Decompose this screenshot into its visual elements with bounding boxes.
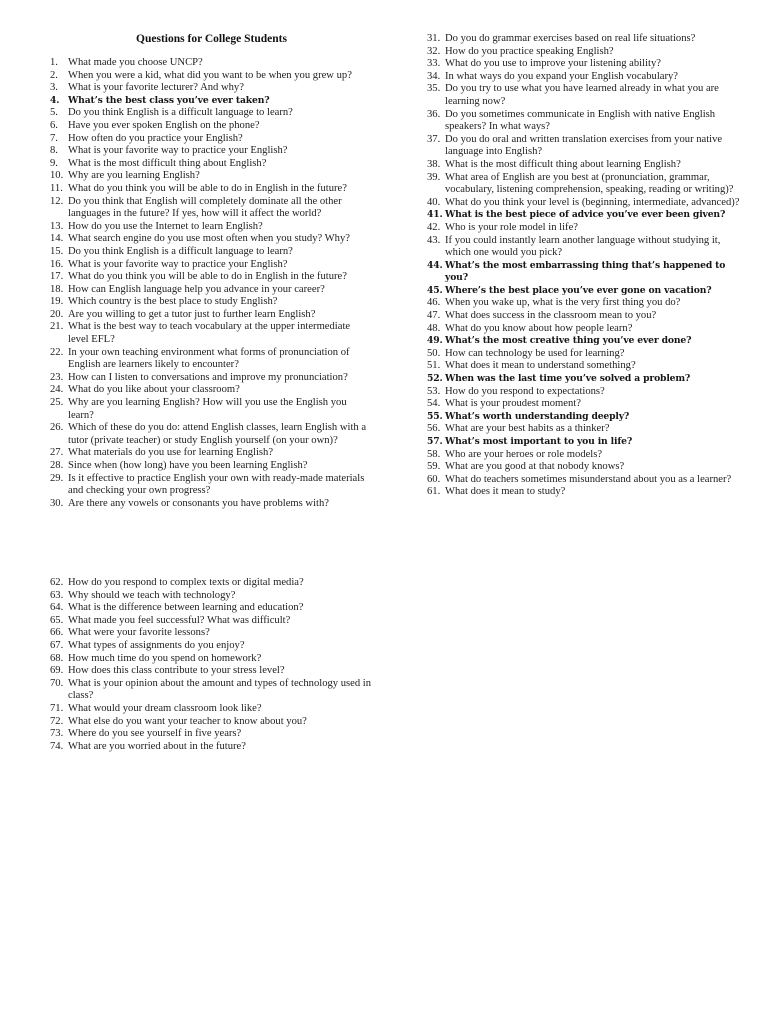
question-text: What is your favorite lecturer? And why? <box>68 82 244 94</box>
question-text: What is your opinion about the amount and types of technology used in class? <box>68 677 372 702</box>
question-number: 17. <box>50 271 64 283</box>
question-item <box>50 627 375 640</box>
question-text: Why are you learning English? How will you use the English you learn? <box>68 397 347 421</box>
question-item <box>427 486 744 499</box>
question-item <box>50 590 375 603</box>
question-number: 24. <box>50 384 64 396</box>
question-number: 47. <box>427 310 441 322</box>
question-text: Why should we teach with technology? <box>68 589 236 601</box>
question-number: 9. <box>50 157 58 169</box>
question-text: In your own teaching environment what forms of pronunciation of English are learners likely to encounter? <box>68 346 350 371</box>
question-number: 51. <box>427 360 441 372</box>
question-number: 64. <box>50 602 64 614</box>
question-number: 38. <box>427 158 441 170</box>
question-text: What’s the most creative thing you’ve ever done? <box>445 335 692 347</box>
questions-block-bottom <box>50 577 375 753</box>
question-number: 68. <box>50 652 64 664</box>
question-number: 25. <box>50 397 64 409</box>
question-item <box>50 347 373 372</box>
question-number: 33. <box>427 58 441 70</box>
question-item <box>50 384 373 397</box>
question-text: How do you respond to expectations? <box>445 385 605 397</box>
question-number: 19. <box>50 296 64 308</box>
question-item <box>50 196 373 221</box>
question-item <box>427 46 744 59</box>
question-text: What is your favorite way to practice your English? <box>68 258 288 270</box>
question-text: What does it mean to study? <box>445 486 566 498</box>
question-text: Who is your role model in life? <box>445 221 578 233</box>
question-text: When you were a kid, what did you want to be when you grew up? <box>68 69 352 81</box>
question-text: Do you do grammar exercises based on real life situations? <box>445 33 696 44</box>
question-item <box>427 109 744 134</box>
question-text: Why are you learning English? <box>68 170 200 182</box>
question-number: 72. <box>50 715 64 727</box>
question-number: 48. <box>427 322 441 334</box>
question-text: Do you think English is a difficult language to learn? <box>68 107 293 119</box>
question-text: How can I listen to conversations and improve my pronunciation? <box>68 371 348 383</box>
question-item <box>50 120 373 133</box>
question-number: 16. <box>50 258 64 270</box>
question-item <box>50 615 375 628</box>
question-number: 43. <box>427 234 441 246</box>
question-number: 46. <box>427 297 441 309</box>
question-number: 71. <box>50 702 64 714</box>
question-number: 4. <box>50 94 60 106</box>
question-text: What does it mean to understand something? <box>445 360 636 372</box>
question-item <box>50 741 375 754</box>
question-item <box>427 33 744 46</box>
question-text: Which country is the best place to study English? <box>68 296 278 308</box>
question-text: What made you choose UNCP? <box>68 57 203 68</box>
question-number: 23. <box>50 371 64 383</box>
question-list-left <box>50 57 373 510</box>
question-item <box>427 386 744 399</box>
question-number: 55. <box>427 410 443 422</box>
question-number: 21. <box>50 321 64 333</box>
question-number: 54. <box>427 398 441 410</box>
question-item <box>50 284 373 297</box>
question-number: 27. <box>50 447 64 459</box>
question-item <box>427 411 744 424</box>
question-item <box>50 233 373 246</box>
question-number: 20. <box>50 308 64 320</box>
question-text: Are there any vowels or consonants you have problems with? <box>68 497 329 509</box>
question-text: If you could instantly learn another language without studying it, which one would you pick? <box>445 234 721 259</box>
question-item <box>50 372 373 385</box>
question-text: How can English language help you advance in your career? <box>68 283 325 295</box>
question-number: 6. <box>50 119 58 131</box>
question-item <box>427 71 744 84</box>
question-item <box>50 447 373 460</box>
question-item <box>50 158 373 171</box>
question-text: What’s the best class you’ve ever taken? <box>68 94 270 106</box>
question-item <box>427 449 744 462</box>
question-text: Do you sometimes communicate in English with native English speakers? In what ways? <box>445 108 716 133</box>
question-item <box>50 170 373 183</box>
question-item <box>50 259 373 272</box>
question-number: 29. <box>50 472 64 484</box>
question-item <box>50 57 373 70</box>
question-text: What’s most important to you in life? <box>445 436 633 447</box>
question-item <box>50 473 373 498</box>
question-number: 61. <box>427 486 441 498</box>
question-number: 10. <box>50 170 64 182</box>
question-item <box>427 436 744 449</box>
question-text: What do you know about how people learn? <box>445 322 633 334</box>
question-number: 50. <box>427 347 441 359</box>
question-item <box>50 145 373 158</box>
question-text: What is the best piece of advice you’ve ever been given? <box>445 209 726 221</box>
question-item <box>50 95 373 108</box>
question-number: 28. <box>50 460 64 471</box>
question-item <box>50 271 373 284</box>
question-text: Do you think that English will completely dominate all the other languages in the future? If yes, how will it affect the world? <box>68 195 342 220</box>
question-number: 36. <box>427 108 441 120</box>
question-number: 52. <box>427 373 443 385</box>
question-item <box>50 665 375 678</box>
question-text: How can technology be used for learning? <box>445 347 625 359</box>
question-text: What’s worth understanding deeply? <box>445 410 630 422</box>
question-item <box>427 172 744 197</box>
question-text: How often do you practice your English? <box>68 132 243 144</box>
question-item <box>50 296 373 309</box>
question-text: Which of these do you do: attend English classes, learn English with a tutor (private teacher) or study English yourself (on your own)? <box>68 422 367 446</box>
question-number: 13. <box>50 220 64 232</box>
question-number: 60. <box>427 473 441 485</box>
question-text: What area of English are you best at (pronunciation, grammar, vocabulary, listening comprehension, speaking, reading or writing)? <box>445 171 734 196</box>
question-number: 63. <box>50 589 64 601</box>
question-list-bottom <box>50 577 375 753</box>
questions-column-left <box>50 33 373 510</box>
question-number: 37. <box>427 133 441 145</box>
question-item <box>50 577 375 590</box>
question-number: 2. <box>50 69 58 81</box>
question-number: 42. <box>427 221 441 233</box>
question-number: 31. <box>427 33 441 44</box>
question-text: Are you willing to get a tutor just to further learn English? <box>68 308 316 320</box>
page-title: Questions for College Students <box>136 33 287 45</box>
question-item <box>427 197 744 210</box>
question-number: 5. <box>50 107 58 119</box>
question-item <box>427 474 744 487</box>
question-item <box>50 653 375 666</box>
question-text: What is your proudest moment? <box>445 398 581 410</box>
question-item <box>427 222 744 235</box>
question-text: What do teachers sometimes misunderstand about you as a learner? <box>445 473 732 485</box>
question-text: Who are your heroes or role models? <box>445 448 603 460</box>
question-text: What materials do you use for learning English? <box>68 447 274 459</box>
question-item <box>50 703 375 716</box>
question-text: Do you do oral and written translation exercises from your native language into English? <box>445 133 723 158</box>
question-number: 8. <box>50 145 58 157</box>
question-text: Where do you see yourself in five years? <box>68 728 242 740</box>
question-number: 67. <box>50 639 64 651</box>
question-number: 39. <box>427 171 441 183</box>
question-number: 22. <box>50 346 64 358</box>
question-item <box>427 58 744 71</box>
question-number: 70. <box>50 677 64 689</box>
question-item <box>50 321 373 346</box>
question-number: 65. <box>50 614 64 626</box>
question-item <box>50 460 373 473</box>
question-number: 56. <box>427 423 441 435</box>
question-number: 69. <box>50 665 64 677</box>
question-text: In what ways do you expand your English vocabulary? <box>445 70 679 82</box>
question-number: 30. <box>50 497 64 509</box>
question-item <box>427 83 744 108</box>
question-item <box>427 285 744 298</box>
question-text: How much time do you spend on homework? <box>68 652 262 664</box>
question-text: What are you worried about in the future? <box>68 740 246 752</box>
question-text: Where’s the best place you’ve ever gone on vacation? <box>445 284 712 296</box>
question-number: 74. <box>50 740 64 752</box>
question-text: What is the difference between learning and education? <box>68 602 304 614</box>
question-number: 44. <box>427 259 443 271</box>
question-number: 18. <box>50 283 64 295</box>
question-number: 73. <box>50 728 64 740</box>
question-text: How do you respond to complex texts or digital media? <box>68 577 304 588</box>
question-item <box>427 134 744 159</box>
question-number: 40. <box>427 196 441 208</box>
question-number: 12. <box>50 195 64 207</box>
question-item <box>50 82 373 95</box>
question-text: What search engine do you use most often when you study? Why? <box>68 233 350 245</box>
question-text: What are you good at that nobody knows? <box>445 461 625 473</box>
question-item <box>427 335 744 348</box>
question-text: When was the last time you’ve solved a problem? <box>445 373 691 385</box>
question-text: What is the best way to teach vocabulary at the upper intermediate level EFL? <box>68 321 351 346</box>
question-item <box>50 183 373 196</box>
question-text: What else do you want your teacher to know about you? <box>68 715 307 727</box>
question-item <box>50 728 375 741</box>
question-number: 15. <box>50 245 64 257</box>
question-text: What are your best habits as a thinker? <box>445 423 610 435</box>
question-text: What were your favorite lessons? <box>68 627 210 639</box>
question-list-right <box>427 33 744 499</box>
question-item <box>50 640 375 653</box>
question-text: What do you think your level is (beginning, intermediate, advanced)? <box>445 196 740 208</box>
question-number: 57. <box>427 436 443 447</box>
question-item <box>427 398 744 411</box>
question-number: 59. <box>427 461 441 473</box>
question-number: 7. <box>50 132 58 144</box>
question-item <box>427 423 744 436</box>
question-item <box>427 159 744 172</box>
question-text: Do you think English is a difficult language to learn? <box>68 245 293 257</box>
question-item <box>50 498 373 511</box>
question-text: What do you use to improve your listening ability? <box>445 58 661 70</box>
question-text: How does this class contribute to your stress level? <box>68 665 285 677</box>
question-item <box>50 678 375 703</box>
question-number: 53. <box>427 385 441 397</box>
question-item <box>427 323 744 336</box>
question-number: 26. <box>50 422 64 434</box>
question-item <box>50 422 373 447</box>
question-number: 41. <box>427 209 443 221</box>
question-number: 66. <box>50 627 64 639</box>
question-text: How do you practice speaking English? <box>445 45 614 57</box>
question-item <box>427 260 744 285</box>
question-item <box>50 246 373 259</box>
question-number: 11. <box>50 182 63 194</box>
question-text: When you wake up, what is the very first thing you do? <box>445 297 681 309</box>
question-text: What do you like about your classroom? <box>68 384 240 396</box>
question-text: How do you use the Internet to learn English? <box>68 220 263 232</box>
question-item <box>50 133 373 146</box>
question-text: Is it effective to practice English your own with ready-made materials and checking your own progress? <box>68 472 365 497</box>
questions-column-right <box>427 33 744 499</box>
question-number: 62. <box>50 577 64 588</box>
question-item <box>427 209 744 222</box>
question-number: 14. <box>50 233 64 245</box>
question-text: Have you ever spoken English on the phone? <box>68 119 260 131</box>
question-text: What made you feel successful? What was difficult? <box>68 614 291 626</box>
question-item <box>427 310 744 323</box>
question-number: 49. <box>427 335 443 347</box>
question-text: What do you think you will be able to do in English in the future? <box>68 271 347 283</box>
question-number: 34. <box>427 70 441 82</box>
question-number: 35. <box>427 83 441 95</box>
question-text: What is your favorite way to practice your English? <box>68 145 288 157</box>
question-number: 45. <box>427 284 443 296</box>
question-item <box>427 348 744 361</box>
question-text: What is the most difficult thing about English? <box>68 157 267 169</box>
question-text: What is the most difficult thing about learning English? <box>445 158 681 170</box>
question-item <box>427 297 744 310</box>
question-text: What do you think you will be able to do in English in the future? <box>68 182 347 194</box>
question-text: What would your dream classroom look like? <box>68 702 262 714</box>
question-item <box>427 461 744 474</box>
question-item <box>427 235 744 260</box>
question-text: What types of assignments do you enjoy? <box>68 639 245 651</box>
question-text: Do you try to use what you have learned already in what you are learning now? <box>445 83 719 107</box>
question-text: What’s the most embarrassing thing that’s happened to you? <box>445 259 726 284</box>
question-number: 58. <box>427 448 441 460</box>
question-number: 3. <box>50 82 58 94</box>
question-number: 32. <box>427 45 441 57</box>
question-text: Since when (how long) have you been learning English? <box>68 460 308 471</box>
question-item <box>427 360 744 373</box>
question-item <box>50 221 373 234</box>
question-number: 1. <box>50 57 58 68</box>
question-item <box>50 716 375 729</box>
question-item <box>50 602 375 615</box>
question-item <box>50 70 373 83</box>
question-item <box>427 373 744 386</box>
question-text: What does success in the classroom mean to you? <box>445 310 657 322</box>
question-item <box>50 309 373 322</box>
question-item <box>50 397 373 422</box>
question-item <box>50 107 373 120</box>
